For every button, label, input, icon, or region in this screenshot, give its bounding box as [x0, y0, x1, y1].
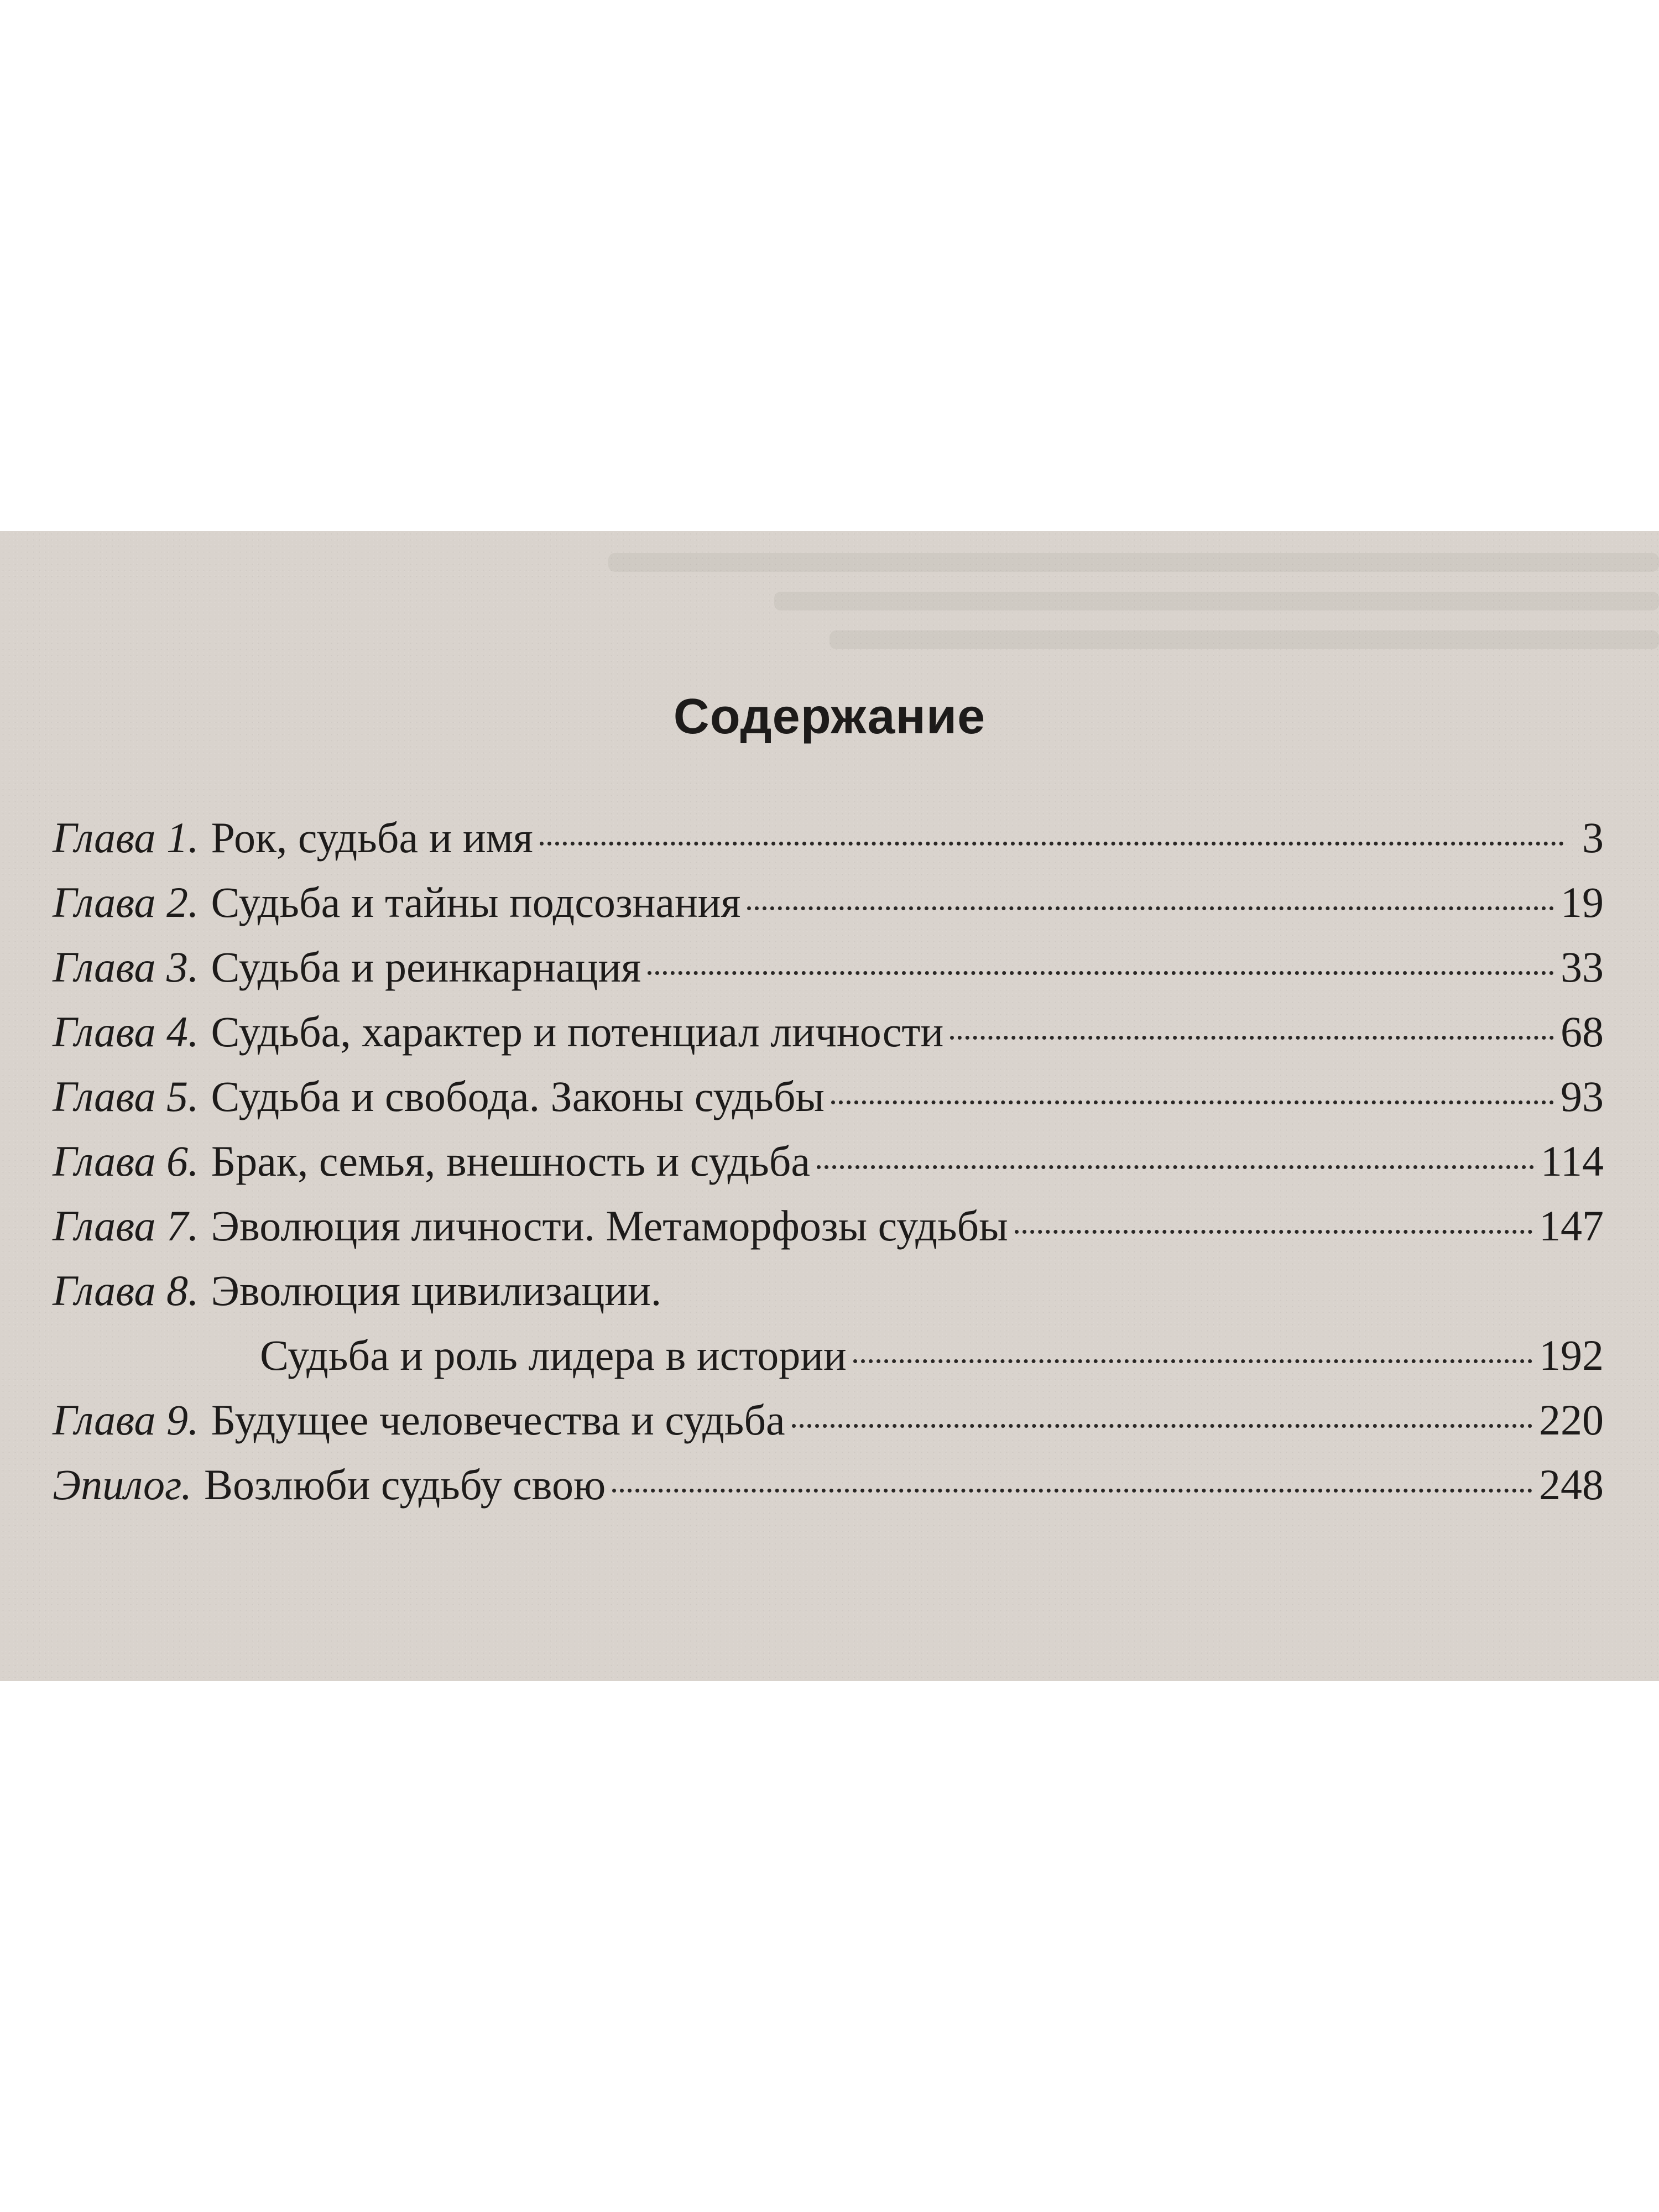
- table-of-contents: [53, 813, 1604, 1525]
- chapter-title: Будущее человечества и судьба: [211, 1396, 785, 1444]
- page-number: 93: [1561, 1072, 1604, 1120]
- chapter-label: Глава 2.: [53, 878, 199, 926]
- page-number: 114: [1540, 1137, 1604, 1185]
- book-page: [0, 531, 1659, 1681]
- toc-entry: [53, 942, 1604, 1007]
- bleed-through-text: [608, 553, 1659, 572]
- chapter-label: Глава 6.: [53, 1137, 199, 1185]
- epilogue-label: Эпилог.: [53, 1460, 192, 1509]
- dot-leader: [648, 971, 1554, 975]
- chapter-title: Судьба и свобода. Законы судьбы: [211, 1072, 825, 1120]
- dot-leader: [950, 1036, 1554, 1040]
- toc-entry: [53, 1136, 1604, 1201]
- toc-entry: [53, 1266, 1604, 1331]
- page-number: 220: [1539, 1396, 1604, 1444]
- chapter-title: Брак, семья, внешность и судьба: [211, 1137, 811, 1185]
- chapter-title: Эволюция личности. Метаморфозы судьбы: [211, 1202, 1008, 1250]
- chapter-label: Глава 7.: [53, 1202, 199, 1250]
- page-number: 192: [1539, 1331, 1604, 1379]
- dot-leader: [853, 1359, 1532, 1363]
- chapter-title: Судьба и реинкарнация: [211, 943, 641, 991]
- dot-leader: [612, 1489, 1532, 1493]
- bleed-through-text: [830, 630, 1659, 649]
- chapter-label: Глава 1.: [53, 813, 199, 862]
- toc-entry: [53, 813, 1604, 878]
- bleed-through-text: [774, 592, 1659, 611]
- dot-leader: [747, 906, 1554, 910]
- dot-leader: [1015, 1230, 1532, 1234]
- page-number: 3: [1582, 813, 1604, 862]
- dot-leader: [540, 842, 1564, 846]
- dot-leader: [792, 1424, 1532, 1428]
- chapter-title: Возлюби судьбу свою: [204, 1460, 606, 1509]
- dot-leader: [831, 1100, 1554, 1104]
- chapter-title-line-2: Судьба и роль лидера в истории: [260, 1331, 847, 1379]
- toc-entry: [53, 1201, 1604, 1266]
- page-title: Содержание: [673, 689, 986, 744]
- page-number: 19: [1561, 878, 1604, 926]
- chapter-label: Глава 5.: [53, 1072, 199, 1120]
- page-number: 147: [1539, 1202, 1604, 1250]
- toc-entry-continuation: [53, 1331, 1604, 1395]
- dot-leader: [817, 1165, 1534, 1169]
- toc-entry: [53, 1007, 1604, 1072]
- chapter-title: Судьба, характер и потенциал личности: [211, 1008, 944, 1056]
- chapter-label: Глава 9.: [53, 1396, 199, 1444]
- toc-entry: [53, 1072, 1604, 1136]
- chapter-label: Глава 3.: [53, 943, 199, 991]
- toc-entry: [53, 1460, 1604, 1525]
- chapter-label: Глава 8.: [53, 1266, 199, 1314]
- page-number: 33: [1561, 943, 1604, 991]
- chapter-title: Судьба и тайны подсознания: [211, 878, 741, 926]
- toc-entry: [53, 878, 1604, 942]
- chapter-title-line-1: Эволюция цивилизации.: [211, 1266, 662, 1314]
- page-number: 68: [1561, 1008, 1604, 1056]
- chapter-label: Глава 4.: [53, 1008, 199, 1056]
- page-number: 248: [1539, 1460, 1604, 1509]
- toc-entry: [53, 1395, 1604, 1460]
- chapter-title: Рок, судьба и имя: [211, 813, 533, 862]
